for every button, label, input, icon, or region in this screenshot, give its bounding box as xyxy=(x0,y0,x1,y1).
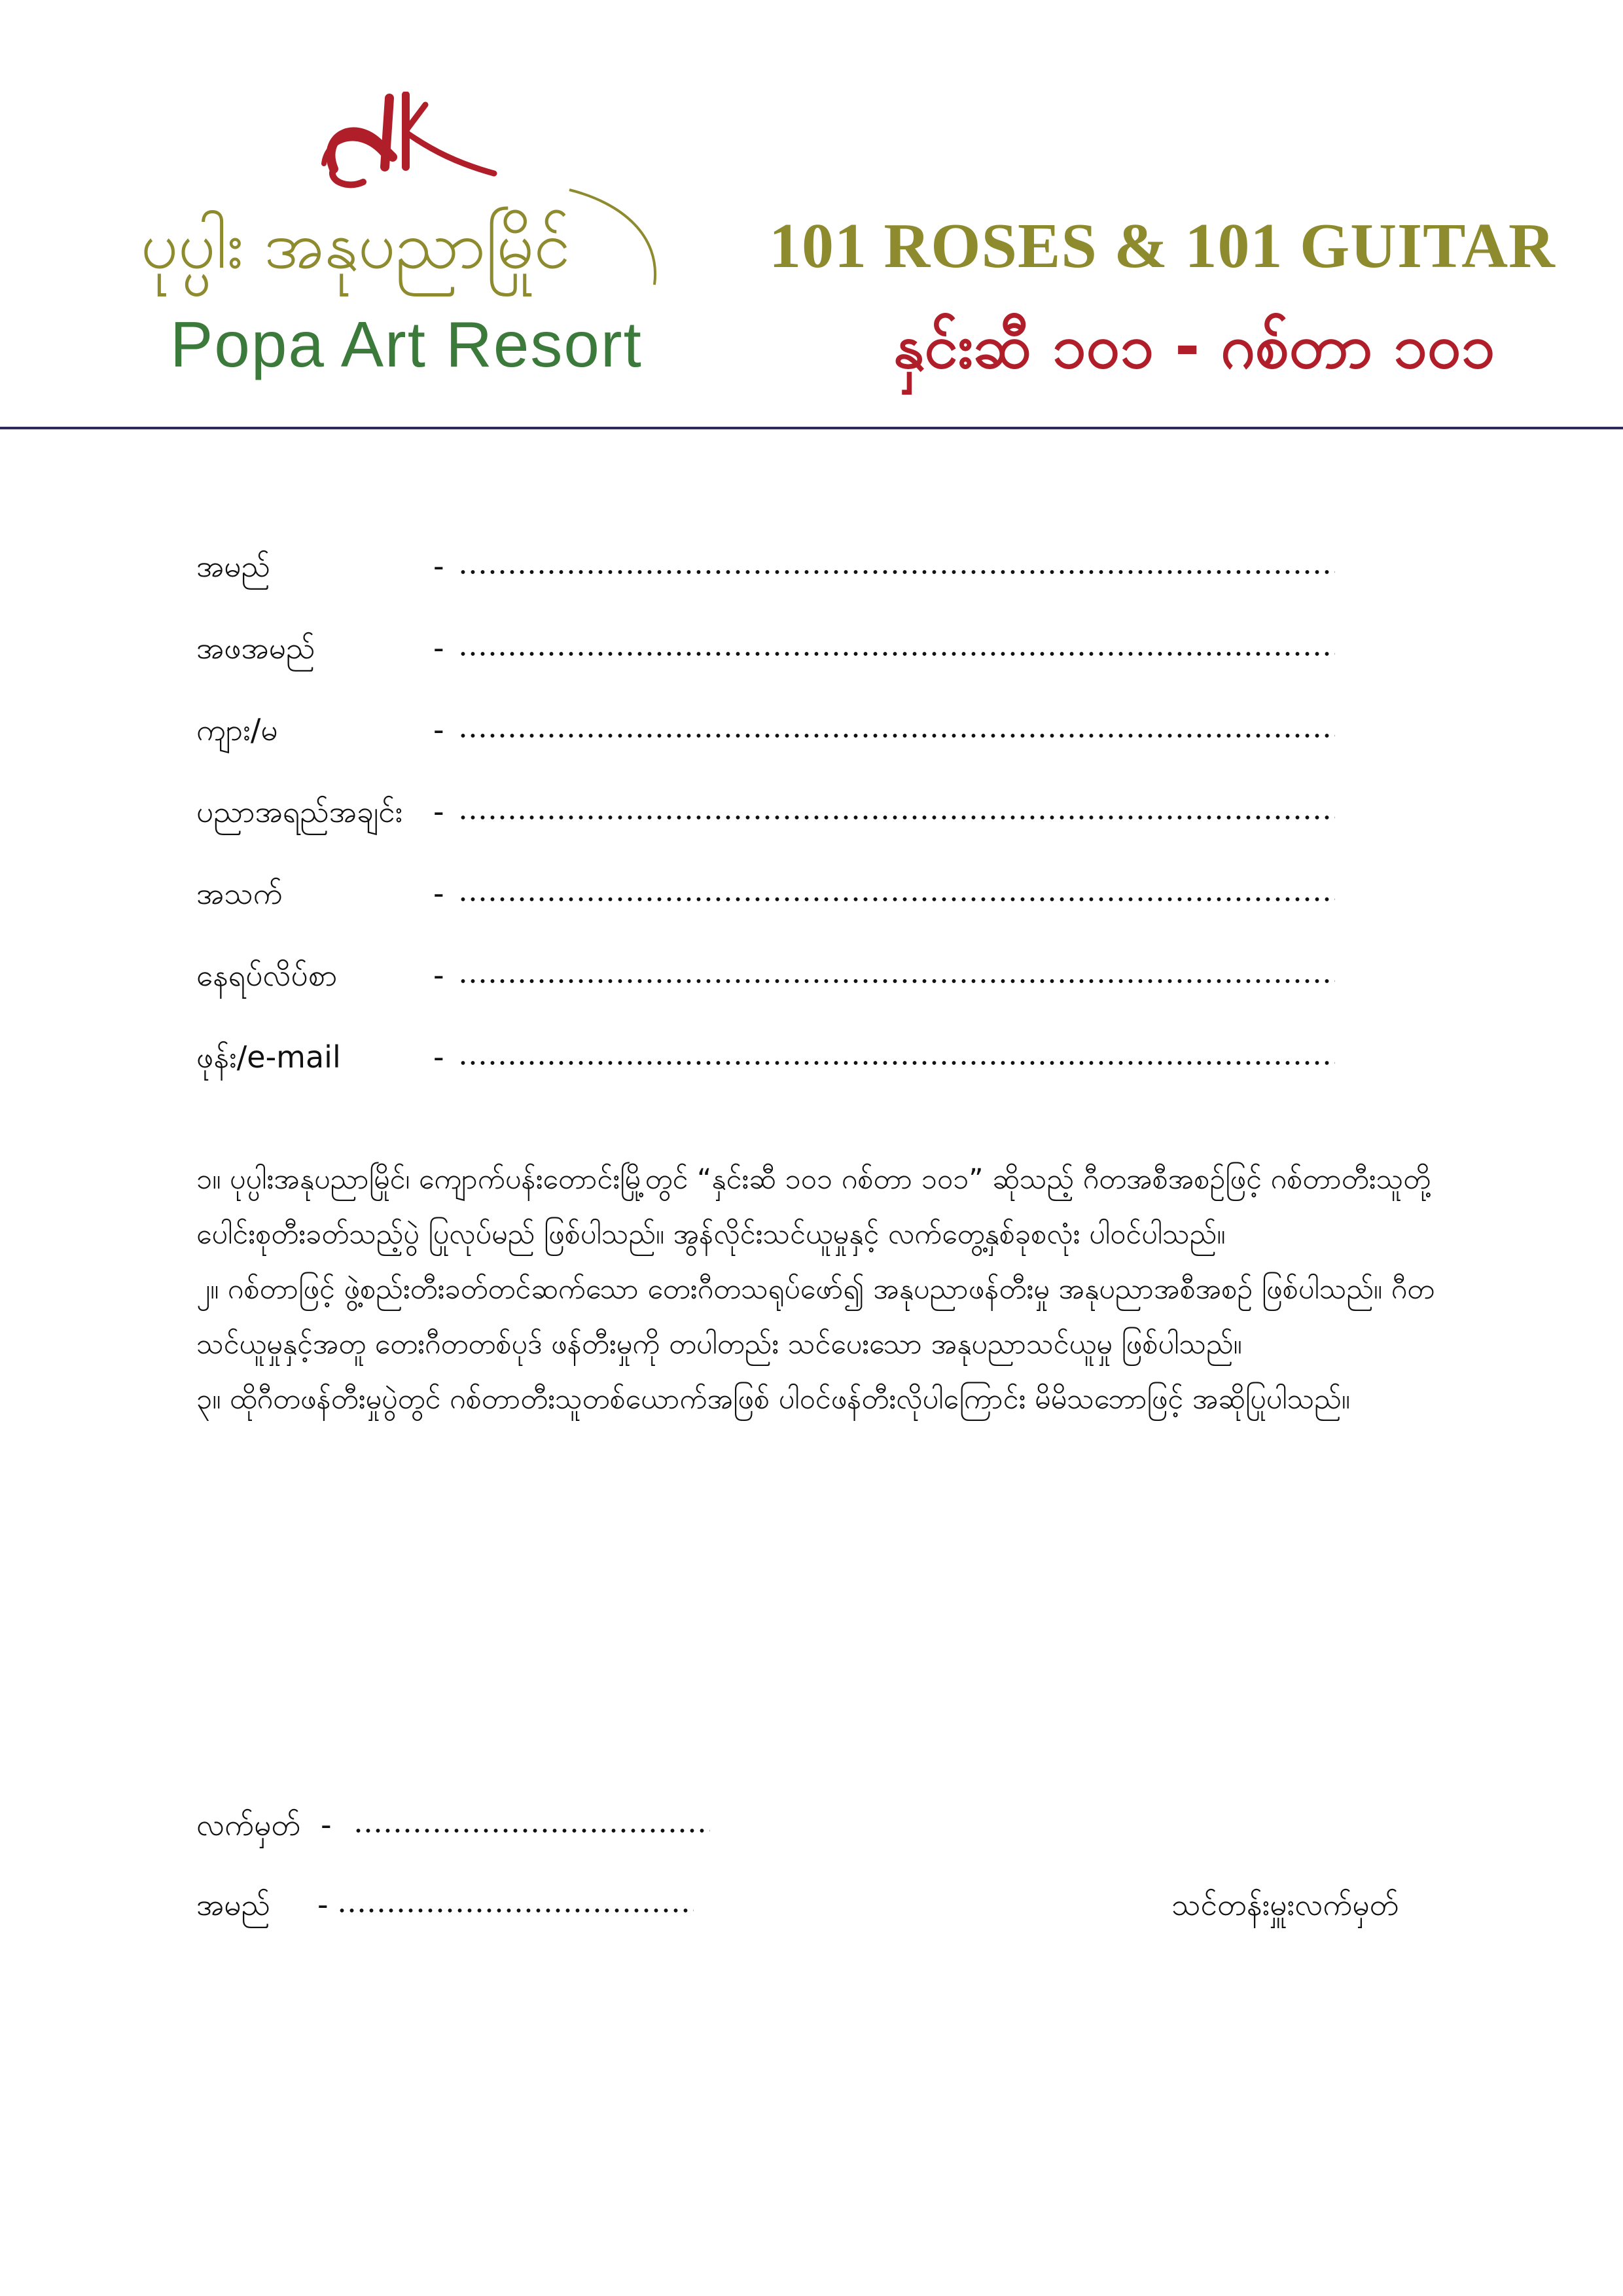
gender-input-line[interactable] xyxy=(458,734,1335,738)
signature-input-line[interactable] xyxy=(353,1829,710,1833)
phone-email-input-line[interactable] xyxy=(458,1061,1335,1065)
field-dash: - xyxy=(433,1039,444,1075)
signatory-name-dash: - xyxy=(317,1887,329,1922)
event-subtitle: နှင်းဆီ ၁၀၁ - ဂစ်တာ ၁၀၁ xyxy=(893,312,1495,382)
field-dash: - xyxy=(433,794,444,829)
address-input-line[interactable] xyxy=(458,979,1335,983)
signature-label: လက်မှတ် xyxy=(196,1807,301,1842)
trainer-signature-label: သင်တန်းမှူးလက်မှတ် xyxy=(1171,1887,1399,1922)
note-text: ၁။ ပုပ္ပါးအနုပညာမြိုင်၊ ကျောက်ပန်းတောင်းမြို့တွင် “နှင်းဆီ ၁၀၁ ဂစ်တာ ၁၀၁” ဆိုသည့် ဂီတအစီအစဉ်ဖြင့် ဂစ်တာတီးသူတို့ ပေါင်းစုတီးခတ်သည့်ပွဲ ပြုလုပ်မည် ဖြစ်ပါသည်။ အွန်လိုင်းသင်ယူမှုနှင့် လက်တွေ့နှစ်ခုစလုံး ပါဝင်ပါသည်။ xyxy=(196,1163,1431,1251)
field-dash: - xyxy=(433,712,444,747)
field-label: အသက် xyxy=(196,876,283,911)
logo-english-name: Popa Art Resort xyxy=(170,308,643,380)
resort-logo-icon xyxy=(308,92,504,196)
note-text: ၃။ ထိုဂီတဖန်တီးမှုပွဲတွင် ဂစ်တာတီးသူတစ်ယောက်အဖြစ် ပါဝင်ဖန်တီးလိုပါကြောင်း မိမိသဘောဖြင့် အဆိုပြုပါသည်။ xyxy=(196,1383,1350,1416)
father-name-input-line[interactable] xyxy=(458,652,1335,656)
field-label: ပညာအရည်အချင်း xyxy=(196,794,403,829)
note-item xyxy=(196,1262,1453,1372)
signatory-name-label: အမည် xyxy=(196,1887,270,1922)
field-label: ကျား/မ xyxy=(196,712,278,747)
terms-notes xyxy=(196,1152,1453,1427)
note-item xyxy=(196,1152,1453,1262)
header-divider xyxy=(0,427,1623,429)
name-input-line[interactable] xyxy=(458,570,1335,574)
field-label: ဖုန်း/e-mail xyxy=(196,1039,341,1075)
signature-dash: - xyxy=(321,1807,332,1842)
note-text: ၂။ ဂစ်တာဖြင့် ဖွဲ့စည်းတီးခတ်တင်ဆက်သော တေးဂီတသရုပ်ဖော်၍ အနုပညာဖန်တီးမှု အနုပညာအစီအစဉ် ဖြစ်ပါသည်။ ဂီတသင်ယူမှုနှင့်အတူ တေးဂီတတစ်ပုဒ် ဖန်တီးမှုကို တပါတည်း သင်ပေးသော အနုပညာသင်ယူမှု ဖြစ်ပါသည်။ xyxy=(196,1273,1435,1361)
field-dash: - xyxy=(433,958,444,993)
note-item xyxy=(196,1372,1453,1427)
field-dash: - xyxy=(433,630,444,666)
field-label: အဖအမည် xyxy=(196,630,315,666)
field-dash: - xyxy=(433,876,444,911)
age-input-line[interactable] xyxy=(458,897,1335,901)
field-label: နေရပ်လိပ်စာ xyxy=(196,958,338,993)
logo-swoosh-icon xyxy=(563,177,668,288)
field-dash: - xyxy=(433,548,444,584)
event-title: 101 ROSES & 101 GUITAR xyxy=(769,211,1556,281)
signatory-name-input-line[interactable] xyxy=(337,1909,694,1912)
field-label: အမည် xyxy=(196,548,270,584)
education-input-line[interactable] xyxy=(458,816,1335,819)
logo-myanmar-name: ပုပ္ပါး အနုပညာမြိုင် xyxy=(141,207,571,283)
